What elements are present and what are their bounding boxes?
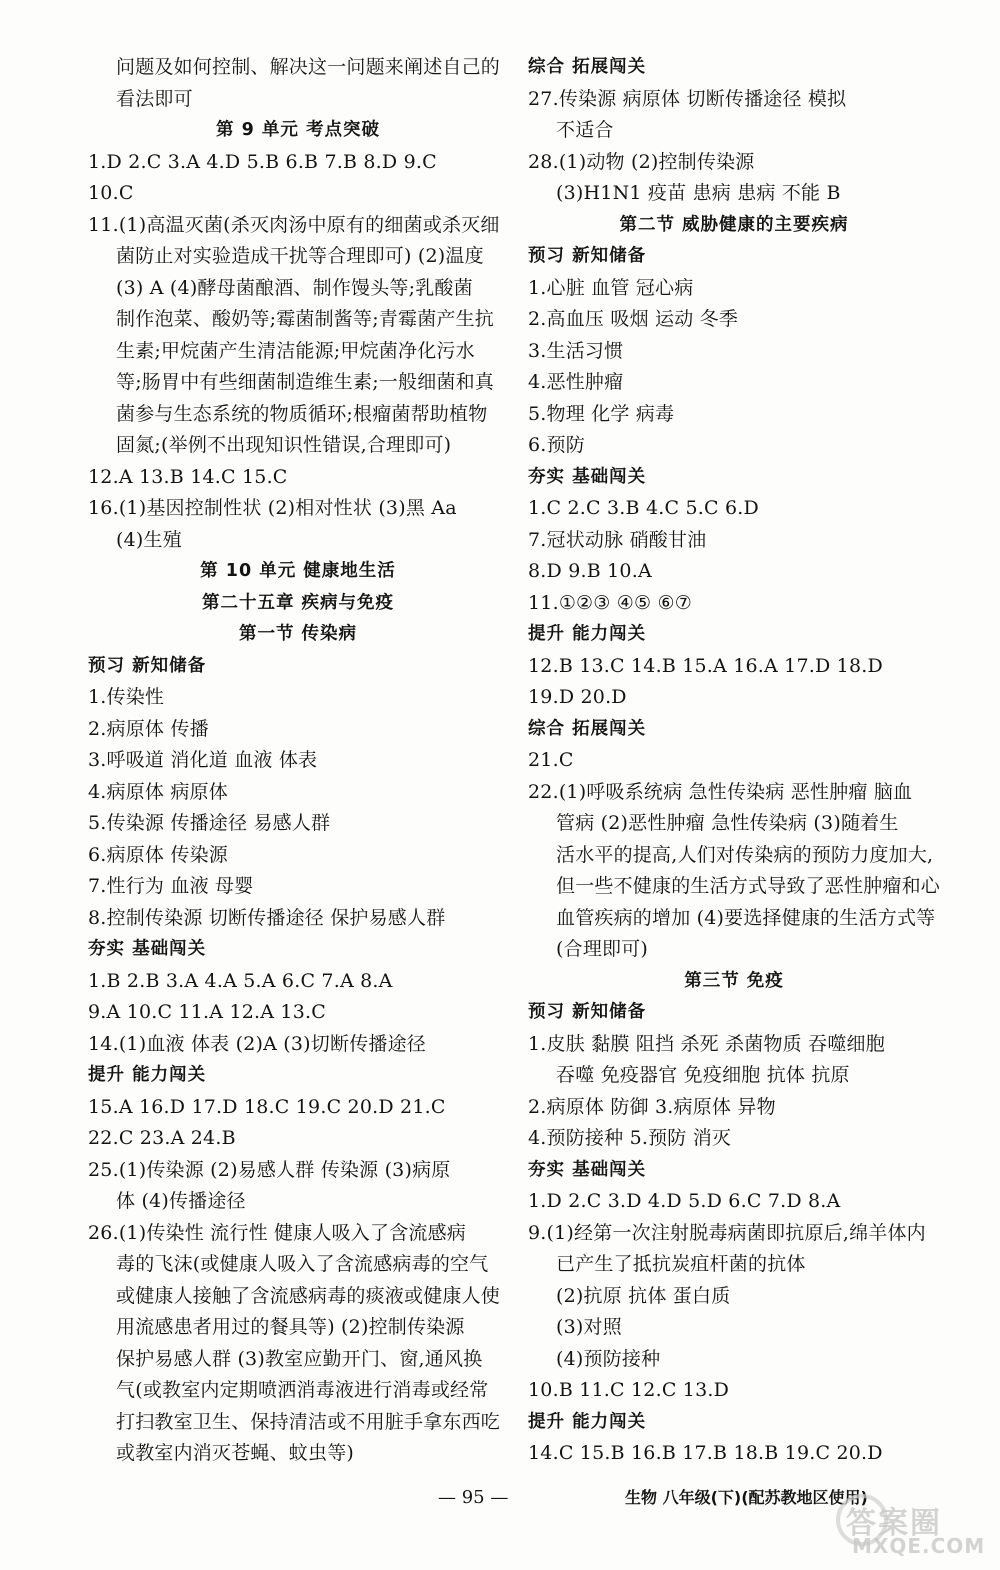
subsection-label: 夯实 基础闯关: [528, 1159, 647, 1180]
answer-line: 5.传染源 传播途径 易感人群: [88, 812, 331, 834]
answer-line: 用流感患者用过的餐具等) (2)控制传染源: [116, 1316, 465, 1338]
section-heading: 第 9 单元 考点突破: [216, 120, 380, 140]
answer-line: 或健康人接触了含流感病毒的痰液或健康人使: [116, 1284, 501, 1307]
answer-line: 2.病原体 防御 3.病原体 异物: [528, 1095, 776, 1118]
right-column: [528, 52, 940, 1470]
answer-line: 12.A 13.B 14.C 15.C: [88, 465, 288, 488]
answer-line: 菌防止对实验造成干扰等合理即可) (2)温度: [116, 245, 484, 267]
left-column: [88, 52, 508, 1470]
answer-line: 9.A 10.C 11.A 12.A 13.C: [88, 1001, 326, 1023]
answer-line: 已产生了抵抗炭疽杆菌的抗体: [556, 1253, 806, 1275]
answer-line: 15.A 16.D 17.D 18.C 19.C 20.D 21.C: [88, 1095, 446, 1118]
answer-line: 但一些不健康的生活方式导致了恶性肿瘤和心: [556, 875, 941, 897]
subsection-label: 预习 新知储备: [528, 246, 647, 266]
answer-line: 1.皮肤 黏膜 阻挡 杀死 杀菌物质 吞噬细胞: [528, 1032, 885, 1055]
subsection-label: 夯实 基础闯关: [88, 939, 207, 959]
answer-line: 9.(1)经第一次注射脱毒病菌即抗原后,绵羊体内: [528, 1221, 926, 1244]
answer-line: 1.C 2.C 3.B 4.C 5.C 6.D: [528, 497, 759, 519]
watermark-url: MXQE.COM: [852, 1534, 986, 1558]
answer-line: 4.恶性肿瘤: [528, 371, 624, 393]
answer-line: 3.生活习惯: [528, 339, 624, 362]
answer-line: 14.(1)血液 体表 (2)A (3)切断传播途径: [88, 1032, 426, 1055]
answer-line: 11.(1)高温灭菌(杀灭肉汤中原有的细菌或杀灭细: [88, 213, 500, 236]
answer-line: 保护易感人群 (3)教室应勤开门、窗,通风换: [116, 1347, 483, 1370]
answer-line: 气(或教室内定期喷洒消毒液进行消毒或经常: [116, 1379, 489, 1401]
answer-line: 或教室内消灭苍蝇、蚊虫等): [116, 1442, 355, 1464]
answer-line: 27.传染源 病原体 切断传播途径 模拟: [528, 87, 847, 110]
subsection-label: 提升 能力闯关: [528, 624, 647, 644]
answer-line: 活水平的提高,人们对传染病的预防力度加大,: [556, 843, 934, 866]
subsection-label: 综合 拓展闯关: [528, 57, 647, 77]
section-heading: 第一节 传染病: [238, 624, 358, 644]
answer-line: 12.B 13.C 14.B 15.A 16.A 17.D 18.D: [528, 654, 883, 677]
answer-line: 11.①②③ ④⑤ ⑥⑦: [528, 591, 692, 614]
answer-line: 体 (4)传播途径: [116, 1190, 246, 1212]
answer-line: 1.D 2.C 3.A 4.D 5.B 6.B 7.B 8.D 9.C: [88, 150, 437, 173]
subsection-label: 综合 拓展闯关: [528, 718, 647, 739]
answer-line: 管病 (2)恶性肿瘤 急性传染病 (3)随着生: [556, 812, 899, 834]
section-heading: 第三节 免疫: [684, 970, 784, 991]
subsection-label: 预习 新知储备: [88, 655, 207, 676]
answer-line: (4)生殖: [116, 528, 182, 551]
answer-line: 8.D 9.B 10.A: [528, 560, 652, 582]
subsection-label: 提升 能力闯关: [528, 1411, 647, 1432]
answer-line: 16.(1)基因控制性状 (2)相对性状 (3)黑 Aa: [88, 497, 457, 519]
answer-line: (3)H1N1 疫苗 患病 患病 不能 B: [556, 182, 841, 204]
answer-line: (4)预防接种: [556, 1347, 661, 1370]
answer-line: 25.(1)传染源 (2)易感人群 传染源 (3)病原: [88, 1158, 451, 1181]
answer-line: 菌参与生态系统的物质循环;根瘤菌帮助植物: [116, 402, 488, 425]
subsection-label: 提升 能力闯关: [88, 1065, 207, 1085]
answer-line: (2)抗原 抗体 蛋白质: [556, 1284, 731, 1307]
answer-line: 1.B 2.B 3.A 4.A 5.A 6.C 7.A 8.A: [88, 969, 393, 992]
answer-line: 26.(1)传染性 流行性 健康人吸入了含流感病: [88, 1221, 467, 1244]
section-heading: 第 10 单元 健康地生活: [200, 561, 396, 581]
answer-line: 1.传染性: [88, 686, 165, 708]
answer-line: 血管疾病的增加 (4)要选择健康的生活方式等: [556, 906, 936, 929]
answer-line: 等;肠胃中有些细菌制造维生素;一般细菌和真: [116, 371, 495, 393]
answer-line: (3) A (4)酵母菌酿酒、制作馒头等;乳酸菌: [116, 276, 473, 299]
book-info: 生物 八年级(下)(配苏教地区使用): [625, 1488, 868, 1507]
answer-line: 6.预防: [528, 434, 585, 456]
answer-line: 1.D 2.C 3.D 4.D 5.D 6.C 7.D 8.A: [528, 1190, 841, 1212]
answer-line: 22.(1)呼吸系统病 急性传染病 恶性肿瘤 脑血: [528, 780, 913, 803]
answer-line: 22.C 23.A 24.B: [88, 1127, 236, 1149]
section-heading: 第二十五章 疾病与免疫: [201, 592, 395, 613]
answer-line: 7.冠状动脉 硝酸甘油: [528, 528, 707, 551]
subsection-label: 夯实 基础闯关: [528, 466, 647, 487]
answer-line: 吞噬 免疫器官 免疫细胞 抗体 抗原: [556, 1064, 850, 1086]
answer-line: 4.预防接种 5.预防 消灭: [528, 1127, 732, 1149]
answer-line: 6.病原体 传染源: [88, 843, 228, 866]
watermark-logo: 答案圈: [846, 1506, 942, 1541]
subsection-label: 预习 新知储备: [528, 1002, 647, 1022]
page-number: — 95 —: [438, 1487, 509, 1508]
answer-line: 28.(1)动物 (2)控制传染源: [528, 150, 755, 173]
answer-line: 7.性行为 血液 母婴: [88, 875, 254, 897]
answer-line: 固氮;(举例不出现知识性错误,合理即可): [116, 434, 452, 456]
answer-line: 看法即可: [116, 87, 193, 110]
answer-line: (合理即可): [556, 938, 649, 960]
answer-line: 8.控制传染源 切断传播途径 保护易感人群: [88, 906, 446, 929]
answer-line: 14.C 15.B 16.B 17.B 18.B 19.C 20.D: [528, 1442, 883, 1464]
answer-line: 19.D 20.D: [528, 686, 627, 708]
answer-line: 不适合: [556, 119, 614, 141]
answer-line: 10.B 11.C 12.C 13.D: [528, 1379, 730, 1401]
section-heading: 第二节 威胁健康的主要疾病: [619, 214, 849, 235]
answer-line: 毒的飞沫(或健康人吸入了含流感病毒的空气: [116, 1253, 489, 1275]
answer-line: 问题及如何控制、解决这一问题来阐述自己的: [116, 56, 501, 78]
answer-line: 3.呼吸道 消化道 血液 体表: [88, 749, 318, 771]
answer-line: 生素;甲烷菌产生清洁能源;甲烷菌净化污水: [116, 339, 475, 362]
answer-line: 2.病原体 传播: [88, 717, 209, 740]
answer-line: 21.C: [528, 749, 574, 771]
answer-line: 打扫教室卫生、保持清洁或不用脏手拿东西吃: [116, 1410, 501, 1433]
watermark: [836, 1498, 986, 1558]
answer-line: 1.心脏 血管 冠心病: [528, 276, 694, 299]
answer-line: 5.物理 化学 病毒: [528, 402, 675, 425]
answer-line: (3)对照: [556, 1316, 622, 1338]
answer-line: 4.病原体 病原体: [88, 780, 228, 803]
answer-line: 2.高血压 吸烟 运动 冬季: [528, 308, 739, 330]
answer-line: 10.C: [88, 182, 134, 204]
answer-line: 制作泡菜、酸奶等;霉菌制酱等;青霉菌产生抗: [116, 308, 495, 330]
